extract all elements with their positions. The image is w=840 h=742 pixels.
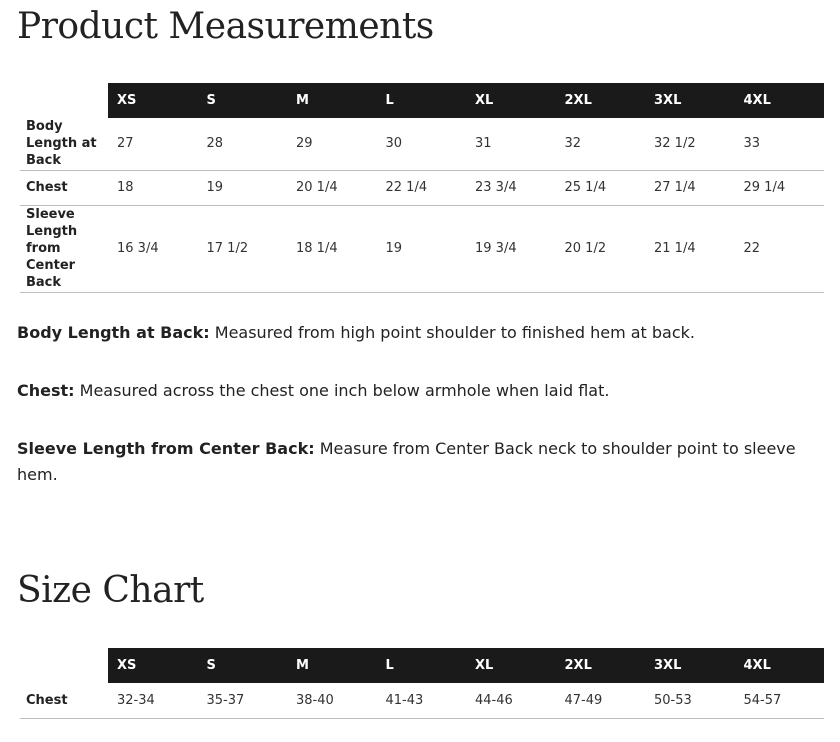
table-cell: 20 1/2 [564,241,607,256]
table-cell: 21 1/4 [654,241,696,256]
table-cell: 33 [743,136,761,152]
size-header: XL [466,83,556,118]
definition-term: Body Length at Back: [17,323,210,342]
definition-chest [17,378,807,404]
table-cell: 47-49 [564,692,603,708]
table-cell: 54-57 [743,692,782,708]
table-cell: 41-43 [385,692,424,708]
size-chart-table [20,648,824,719]
table-row [20,118,824,170]
row-label: Sleeve Length from Center Back [26,207,78,290]
definition-text: Measure from Center Back neck to shoulder point to sleeve hem. [17,439,796,484]
table-cell: 29 1/4 [743,180,786,195]
size-header: XS [108,648,198,683]
row-label: Chest [26,692,68,708]
definition-term: Chest: [17,381,75,400]
size-header: L [377,648,467,683]
size-header: S [198,83,288,118]
table-cell: 28 [206,136,224,152]
size-header: L [377,83,467,118]
table-cell: 18 [117,180,134,195]
header-corner [20,83,108,118]
size-header: 2XL [556,648,646,683]
table-cell: 17 1/2 [206,241,249,256]
table-cell: 32 1/2 [654,136,696,152]
definition-term: Sleeve Length from Center Back: [17,439,315,458]
table-cell: 29 [296,136,313,152]
size-header: 4XL [735,83,825,118]
table-cell: 32 [564,136,582,152]
table-cell: 19 [385,241,403,256]
table-cell: 44-46 [475,692,513,708]
product-measurements-table [20,83,824,293]
size-header: 3XL [645,648,735,683]
size-header: 2XL [556,83,646,118]
definition-text: Measured from high point shoulder to finished hem at back. [214,323,696,342]
table-cell: 19 3/4 [475,241,517,256]
size-header: XS [108,83,198,118]
row-label: Body Length at Back [26,119,97,169]
table-row [20,683,824,718]
table-cell: 22 [743,241,761,256]
row-label: Chest [26,180,68,195]
table-cell: 22 1/4 [385,180,428,195]
size-header: 4XL [735,648,825,683]
product-measurements-title: Product Measurements [17,6,434,47]
size-header-row [20,83,824,118]
table-cell: 27 [117,136,134,152]
definition-body-length [17,320,807,346]
table-row [20,205,824,292]
table-cell: 30 [385,136,403,152]
definition-text: Measured across the chest one inch below armhole when laid flat. [79,381,610,400]
table-cell: 25 1/4 [564,180,607,195]
definition-sleeve-length [17,436,807,488]
table-row [20,170,824,205]
table-cell: 32-34 [117,692,155,708]
size-header: 3XL [645,83,735,118]
table-cell: 31 [475,136,492,152]
size-header: M [287,648,377,683]
size-header: XL [466,648,556,683]
table-cell: 50-53 [654,692,692,708]
table-cell: 38-40 [296,692,334,708]
table-cell: 18 1/4 [296,241,338,256]
header-corner [20,648,108,683]
table-cell: 23 3/4 [475,180,517,195]
table-cell: 20 1/4 [296,180,338,195]
size-header: S [198,648,288,683]
table-cell: 35-37 [206,692,245,708]
size-chart-title: Size Chart [17,570,204,611]
table-cell: 16 3/4 [117,241,159,256]
table-cell: 19 [206,180,224,195]
size-header: M [287,83,377,118]
size-header-row [20,648,824,683]
table-cell: 27 1/4 [654,180,696,195]
